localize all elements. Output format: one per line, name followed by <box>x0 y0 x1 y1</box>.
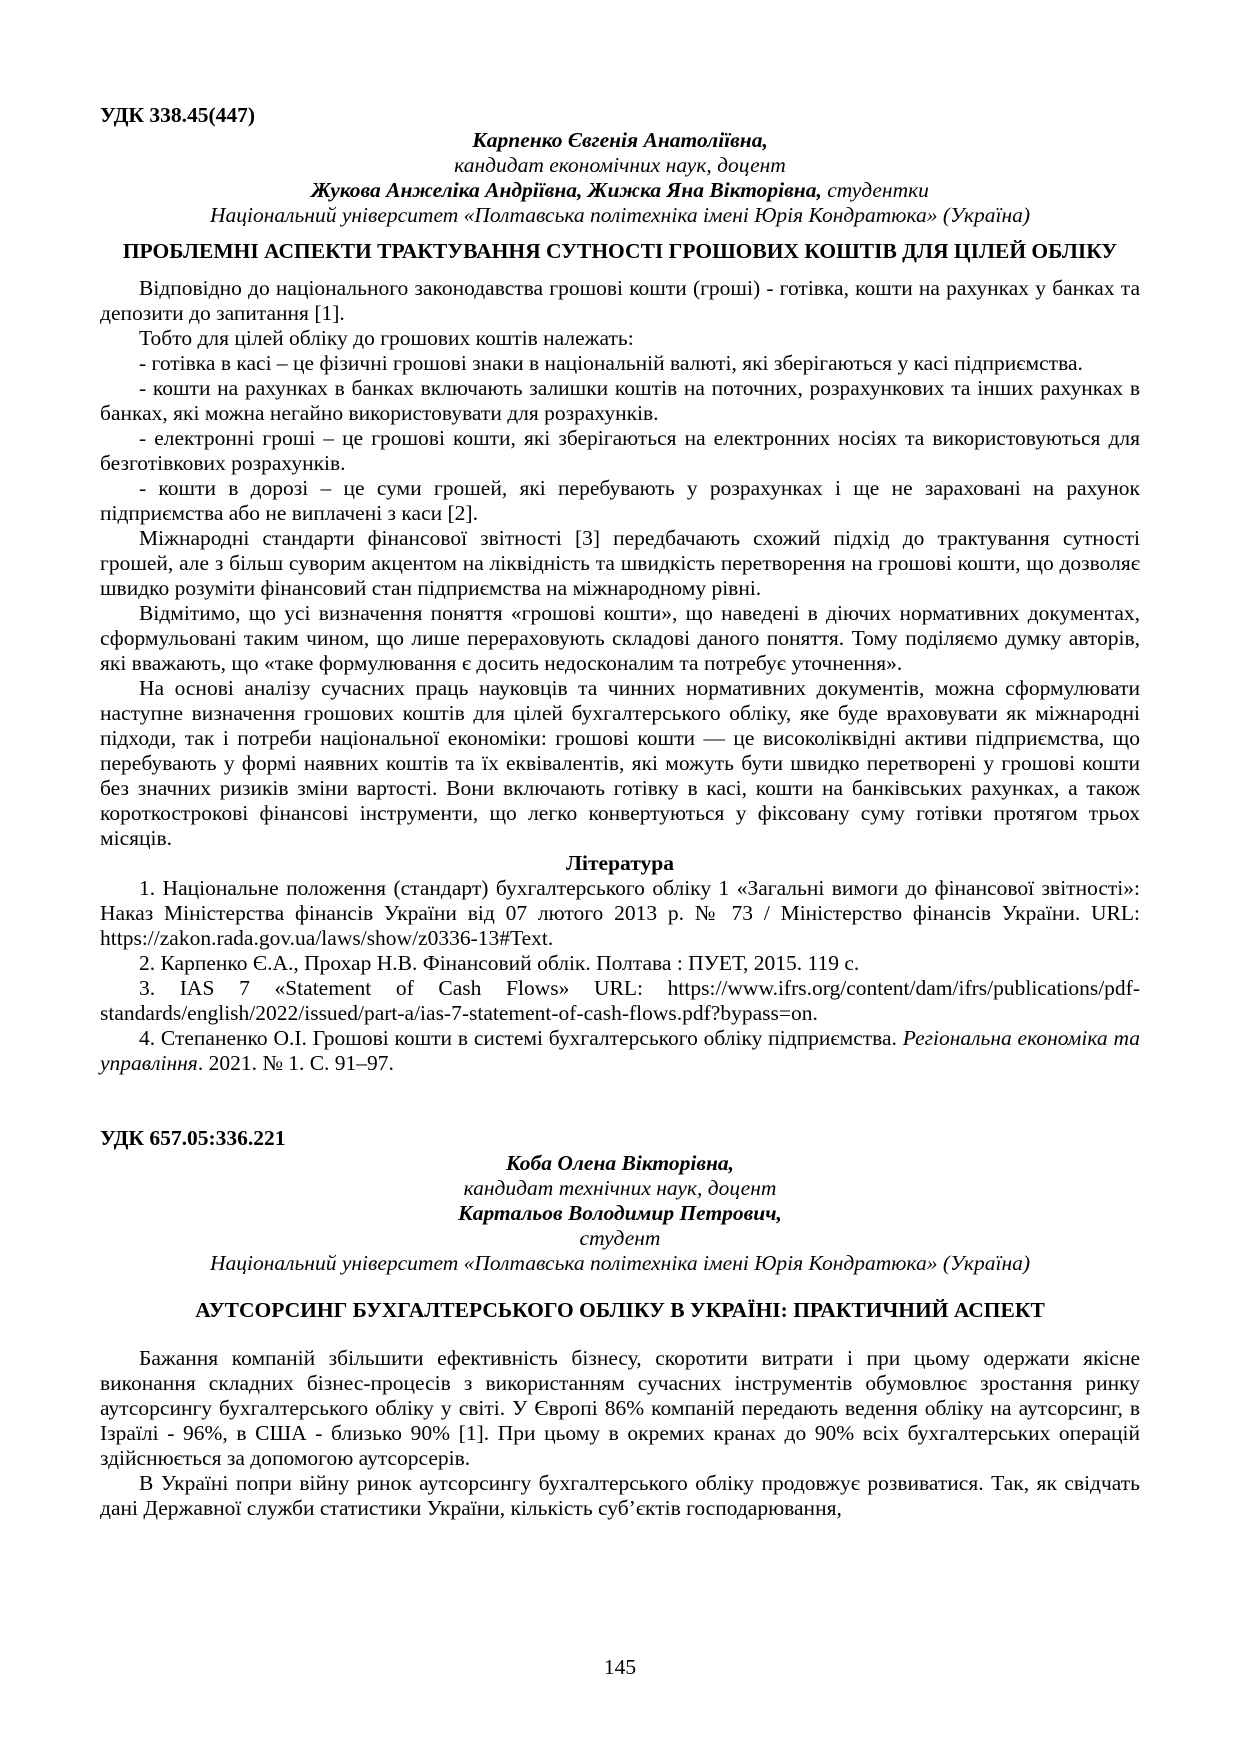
paragraph: На основі аналізу сучасних праць науковців та чинних нормативних документів, можна сформулювати наступне визначення грошових коштів для цілей бухгалтерського обліку, яке буде враховувати як міжнародні підходи, так і потреби національної економіки: грошові кошти — це високоліквідні активи підприємства, що перебувають у формі наявних коштів та їх еквівалентів, які можуть бути швидко перетворені у грошові кошти без значних ризиків зміни вартості. Вони включають готівку в касі, кошти на банківських рахунках, а також короткострокові фінансові інструменти, що легко конвертуються у фіксовану суму готівки протягом трьох місяців. <box>100 676 1140 850</box>
author-role: кандидат технічних наук, доцент <box>463 1176 777 1200</box>
page-content <box>100 103 1140 1521</box>
author-role: студент <box>579 1226 661 1250</box>
author-line <box>100 1151 1140 1176</box>
paragraph: - готівка в касі – це фізичні грошові знаки в національній валюті, які зберігаються у касі підприємства. <box>139 351 1083 375</box>
paragraph: Міжнародні стандарти фінансової звітності [3] передбачають схожий підхід до трактування сутності грошей, але з більш суворим акцентом на ліквідність та швидкість перетворення на грошові кошти, що дозволяє швидко розуміти фінансовий стан підприємства на міжнародному рівні. <box>100 526 1140 600</box>
author-role: кандидат економічних наук, доцент <box>454 153 786 177</box>
reference-text: 4. Степаненко О.І. Грошові кошти в системі бухгалтерського обліку підприємства. <box>139 1026 903 1050</box>
author-name: Карпенко Євгенія Анатоліївна, <box>472 128 768 152</box>
paragraph: - електронні гроші – це грошові кошти, які зберігаються на електронних носіях та використовуються для безготівкових розрахунків. <box>100 426 1140 475</box>
author-name: Картальов Володимир Петрович, <box>458 1201 782 1225</box>
paragraph: Тобто для цілей обліку до грошових коштів належать: <box>139 326 634 350</box>
udc-code: УДК 338.45(447) <box>100 103 256 127</box>
reference-item: 2. Карпенко Є.А., Прохар Н.В. Фінансовий облік. Полтава : ПУЕТ, 2015. 119 с. <box>139 951 860 975</box>
paragraph: Відповідно до національного законодавства грошові кошти (гроші) - готівка, кошти на рахунках у банках та депозити до запитання [1]. <box>100 276 1140 325</box>
affiliation: Національний університет «Полтавська політехніка імені Юрія Кондратюка» (Україна) <box>209 203 1031 227</box>
article-title: АУТСОРСИНГ БУХГАЛТЕРСЬКОГО ОБЛІКУ В УКРАЇНІ: ПРАКТИЧНИЙ АСПЕКТ <box>195 1298 1045 1322</box>
reference-item: 3. IAS 7 «Statement of Cash Flows» URL: https://www.ifrs.org/content/dam/ifrs/publications/pdf-standards/english/2022/issued/part-a/ias-7-statement-of-cash-flows.pdf?bypass=on. <box>100 976 1140 1025</box>
article-title: ПРОБЛЕМНІ АСПЕКТИ ТРАКТУВАННЯ СУТНОСТІ ГРОШОВИХ КОШТІВ ДЛЯ ЦІЛЕЙ ОБЛІКУ <box>122 239 1118 263</box>
paragraph: Бажання компаній збільшити ефективність бізнесу, скоротити витрати і при цьому одержати якісне виконання складних бізнес-процесів з використанням сучасних інструментів обумовлює зростання ринку аутсорсингу бухгалтерського обліку у світі. У Європі 86% компаній передають ведення обліку на аутсорсинг, в Ізраїлі - 96%, в США - близько 90% [1]. При цьому в окремих кранах до 90% всіх бухгалтерських операцій здійснюється за допомогою аутсорсерів. <box>100 1346 1140 1470</box>
paragraph: Відмітимо, що усі визначення поняття «грошові кошти», що наведені в діючих нормативних документах, сформульовані таким чином, що лише перераховують складові даного поняття. Тому поділяємо думку авторів, які вважають, що «таке формулювання є досить недосконалим та потребує уточнення». <box>100 601 1140 675</box>
author-name: Жукова Анжеліка Андріївна, Жижка Яна Вікторівна, <box>311 178 822 202</box>
article-1 <box>100 103 1140 1076</box>
paragraph: - кошти на рахунках в банках включають залишки коштів на поточних, розрахункових та інших рахунках в банках, які можна негайно використовувати для розрахунків. <box>100 376 1140 425</box>
author-line <box>100 1201 1140 1226</box>
reference-item <box>100 1026 1140 1076</box>
page-number: 145 <box>603 1655 637 1679</box>
paragraph: - кошти в дорозі – це суми грошей, які перебувають у розрахунках і ще не зараховані на рахунок підприємства або не виплачені з каси [2]. <box>100 476 1140 525</box>
reference-item: 1. Національне положення (стандарт) бухгалтерського обліку 1 «Загальні вимоги до фінансової звітності»: Наказ Міністерства фінансів України від 07 лютого 2013 р. № 73 / Міністерство фінансів України. URL: https://zakon.rada.gov.ua/laws/show/z0336-13#Text. <box>100 876 1140 950</box>
paragraph: В Україні попри війну ринок аутсорсингу бухгалтерського обліку продовжує розвиватися. Так, як свідчать дані Державної служби статистики України, кількість суб’єктів господарювання, <box>100 1471 1140 1520</box>
author-line <box>100 128 1140 153</box>
article-2 <box>100 1126 1140 1521</box>
references-heading: Література <box>566 851 674 875</box>
affiliation: Національний університет «Полтавська політехніка імені Юрія Кондратюка» (Україна) <box>209 1251 1031 1275</box>
reference-text: . 2021. № 1. С. 91–97. <box>197 1051 394 1075</box>
author-role: студентки <box>821 178 929 202</box>
udc-code: УДК 657.05:336.221 <box>100 1126 286 1150</box>
author-line <box>100 178 1140 203</box>
author-name: Коба Олена Вікторівна, <box>505 1151 735 1175</box>
journal-title: Регіональна економіка та управління <box>100 1026 1140 1075</box>
